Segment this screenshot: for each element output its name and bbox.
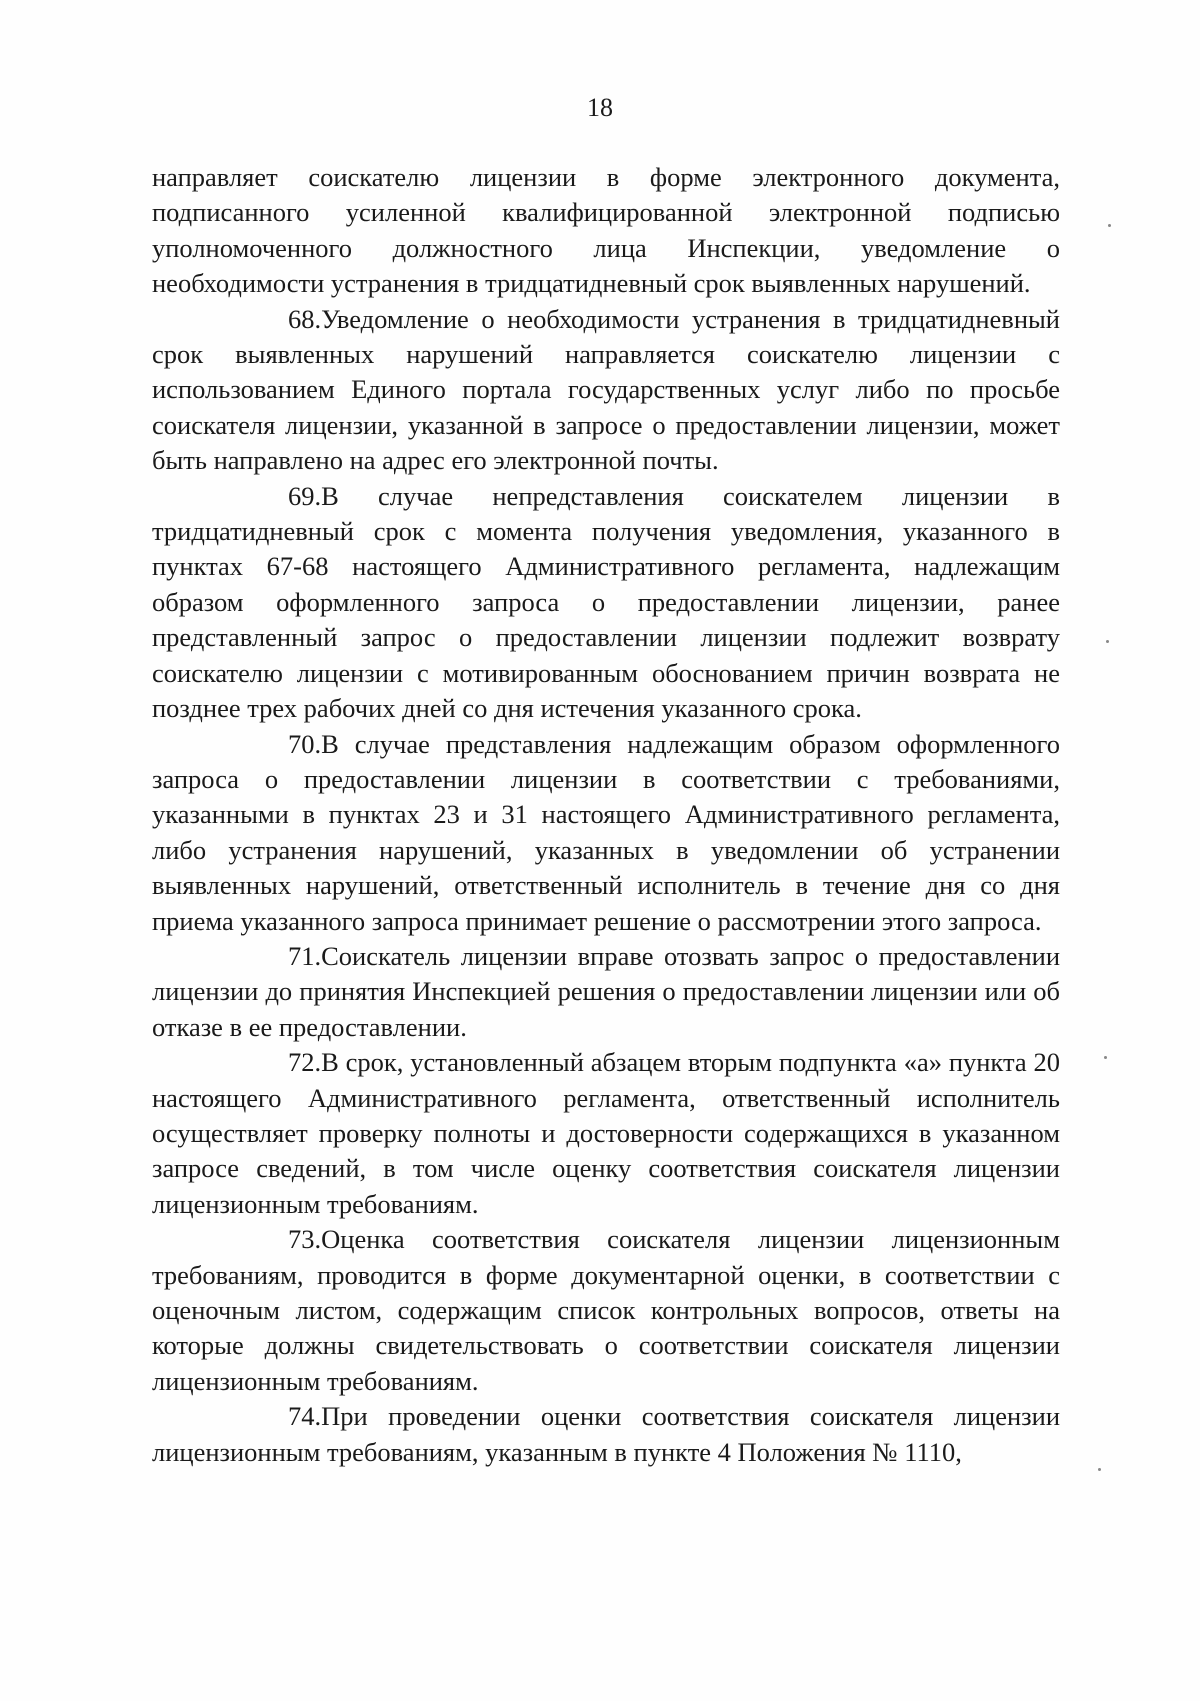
paragraph-text: направляет соискателю лицензии в форме электронного документа, подписанного усиленной квалифицированной электронной подписью уполномоченного должностного лица Инспекции, уведомление о необходимости устранения в тридцатидневный срок выявленных нарушений.	[152, 162, 1060, 299]
paragraph-text: В случае непредставления соискателем лицензии в тридцатидневный срок с момента получения уведомления, указанного в пунктах 67-68 настоящего Административного регламента, надлежащим образом оформленного запроса о предоставлении лицензии, ранее представленный запрос о предоставлении лицензии подлежит возврату соискателю лицензии с мотивированным обоснованием причин возврата не позднее трех рабочих дней со дня истечения указанного срока.	[152, 480, 1060, 724]
page-number: 18	[587, 93, 613, 122]
paragraph-number: 72.	[288, 1047, 322, 1078]
paragraph-text: При проведении оценки соответствия соискателя лицензии лицензионным требованиям, указанным в пункте 4 Положения № 1110,	[152, 1401, 1060, 1467]
document-body	[152, 160, 1060, 1470]
paragraph-text: В срок, установленный абзацем вторым подпункта «а» пункта 20 настоящего Административного регламента, ответственный исполнитель осуществляет проверку полноты и достоверности содержащихся в указанном запросе сведений, в том числе оценку соответствия соискателя лицензии лицензионным требованиям.	[152, 1047, 1060, 1219]
paragraph-68	[152, 302, 1060, 479]
paragraph-74	[152, 1399, 1060, 1470]
paragraph-72	[152, 1045, 1060, 1222]
paragraph-number: 70.	[288, 728, 322, 759]
paragraph-text: Уведомление о необходимости устранения в тридцатидневный срок выявленных нарушений направляется соискателю лицензии с использованием Единого портала государственных услуг либо по просьбе соискателя лицензии, указанной в запросе о предоставлении лицензии, может быть направлено на адрес его электронной почты.	[152, 303, 1060, 476]
paragraph-number: 69.	[288, 480, 322, 511]
paragraph-69	[152, 479, 1060, 727]
paragraph-text: Соискатель лицензии вправе отозвать запрос о предоставлении лицензии до принятия Инспекцией решения о предоставлении лицензии или об отказе в ее предоставлении.	[152, 940, 1060, 1042]
paragraph-continuation	[152, 160, 1060, 302]
scan-speck	[1104, 1056, 1107, 1059]
paragraph-71	[152, 939, 1060, 1045]
scan-speck	[1108, 224, 1111, 227]
paragraph-number: 68.	[288, 303, 322, 334]
paragraph-number: 74.	[288, 1401, 322, 1432]
scan-speck	[1106, 640, 1109, 643]
scan-speck	[1098, 1468, 1101, 1471]
paragraph-number: 73.	[288, 1224, 322, 1255]
paragraph-73	[152, 1222, 1060, 1399]
paragraph-number: 71.	[288, 940, 322, 971]
paragraph-text: Оценка соответствия соискателя лицензии лицензионным требованиям, проводится в форме документарной оценки, в соответствии с оценочным листом, содержащим список контрольных вопросов, ответы на которые должны свидетельствовать о соответствии соискателя лицензии лицензионным требованиям.	[152, 1224, 1060, 1396]
paragraph-text: В случае представления надлежащим образом оформленного запроса о предоставлении лицензии в соответствии с требованиями, указанными в пунктах 23 и 31 настоящего Административного регламента, либо устранения нарушений, указанных в уведомлении об устранении выявленных нарушений, ответственный исполнитель в течение дня со дня приема указанного запроса принимает решение о рассмотрении этого запроса.	[152, 728, 1060, 936]
paragraph-70	[152, 727, 1060, 939]
